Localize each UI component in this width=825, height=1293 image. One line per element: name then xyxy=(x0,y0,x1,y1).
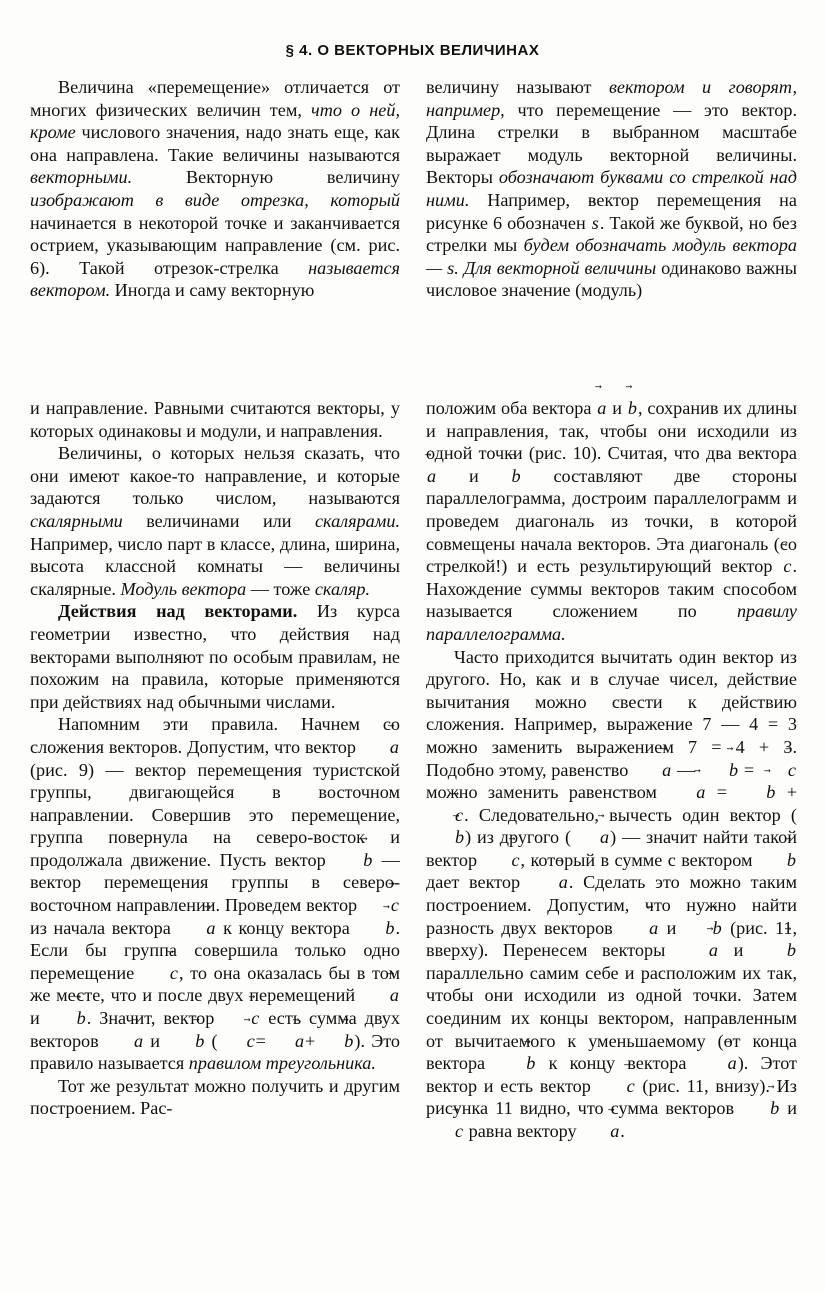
vector-symbol: ⃗ b xyxy=(758,939,797,962)
text-run: скалярными xyxy=(30,510,123,531)
vector-symbol: ⃗ b xyxy=(741,1097,780,1120)
text-run: — вектор перемещения группы в северо-восточном направлении. Проведем вектор xyxy=(30,849,400,916)
vector-symbol: ⃗ a xyxy=(105,1030,144,1053)
text-run: называется вектором. xyxy=(30,257,400,301)
text-run: и xyxy=(718,940,758,961)
text-run: величину называют xyxy=(426,77,609,97)
paragraph xyxy=(30,397,400,442)
text-run: ) из другого ( xyxy=(465,827,572,848)
text-run: и направление. Равными считаются векторы, у которых одинаковы и модули, и направления. xyxy=(30,398,400,441)
text-run: можно заменить равенством xyxy=(426,782,668,803)
text-run: правилу параллелограмма. xyxy=(426,601,797,644)
vector-symbol: ⃗ a xyxy=(633,759,672,782)
vector-symbol: ⃗ b xyxy=(48,1007,87,1030)
text-run: и xyxy=(780,1098,797,1119)
text-run: (рис. 9) — вектор перемещения туристской группы, двигающейся в восточном направлении. Совершив это перемещение, группа повернула на северо-восток и продолжала движение. Пусть вектор xyxy=(30,759,400,870)
text-run: есть сумма двух векторов xyxy=(30,1008,400,1051)
vector-symbol: ⃗ b xyxy=(356,917,395,940)
text-run: , то она оказалась бы в том же месте, что и после двух перемещений xyxy=(30,962,400,1006)
paragraph xyxy=(30,442,400,600)
text-run: к концу вектора xyxy=(536,1053,699,1074)
text-run: , который в сумме с вектором xyxy=(520,849,758,870)
text-run: Например, число парт в классе, длина, ширина, высота классной комнаты — величины скалярные. xyxy=(30,533,400,599)
paragraph xyxy=(426,646,797,1143)
vector-symbol: ⃗ c xyxy=(598,1075,636,1098)
text-run: = xyxy=(706,782,738,803)
text-run: — тоже xyxy=(246,578,315,599)
vector-symbol: ⃗ a xyxy=(680,939,719,962)
vector-symbol: ⃗ a xyxy=(361,736,400,759)
vector-symbol: ⃗ a xyxy=(177,917,216,940)
paragraph xyxy=(30,1075,400,1120)
text-run: одинаково важны числовое значение (модуль) xyxy=(426,257,797,301)
column-bottom-left xyxy=(30,397,400,1120)
vector-symbol: ⃗ c xyxy=(782,555,792,578)
text-run: числового значения, надо знать еще, как она направлена. Такие величины называются xyxy=(30,122,400,165)
paragraph xyxy=(30,713,400,1075)
vector-symbol: ⃗ c xyxy=(141,962,179,985)
vector-symbol: ⃗ a xyxy=(426,465,437,488)
text-run: равна вектору xyxy=(464,1121,582,1141)
text-run: Из курса геометрии известно, что действия над векторами выполняют по особым правилам, не похожим на правила, которые применяются при действиях над обычными числами. xyxy=(30,601,400,712)
paragraph xyxy=(426,397,797,646)
text-run: = xyxy=(255,1030,266,1051)
text-run: скалярами. xyxy=(314,510,400,531)
text-run: вектором и говорят, например, xyxy=(426,77,797,120)
text-run: составляют две стороны параллелограмма, достроим параллелограмм и проведем диагональ из точки, в которой совмещены начала векторов. Эта диагональ (со стрелкой!) и есть результирующий вектор xyxy=(426,465,798,577)
vector-symbol: ⃗ c xyxy=(218,1030,256,1053)
text-run: скаляр. xyxy=(314,578,371,599)
text-run: векторными. xyxy=(30,167,133,188)
vector-symbol: ⃗ c xyxy=(426,1120,464,1143)
text-run: Величина «перемещение» отличается от многих физических величин тем, xyxy=(30,77,400,120)
text-run: Часто приходится вычитать один вектор из другого. Но, как и в случае чисел, действие вычитания можно свести к действию сложения. Например, выражение 7 — 4 = 3 можно заменить выражением 7 = 4 + 3. Подобно этому, равенство xyxy=(426,646,797,780)
vector-symbol: ⃗ a xyxy=(361,984,400,1007)
vector-symbol: ⃗ c xyxy=(759,759,797,782)
column-top-right xyxy=(426,76,797,302)
text-run: Например, вектор перемещения на рисунке 6 обозначен xyxy=(426,189,797,233)
text-run: будем обозначать модуль вектора — s. Для векторной величины xyxy=(426,235,797,278)
text-run: Величины, о которых нельзя сказать, что они имеют какое-то направление, и которые задаются только числом, называются xyxy=(30,443,400,509)
vector-symbol: ⃗ b xyxy=(627,397,638,420)
text-run: и xyxy=(659,917,684,938)
text-run: . Сделать это можно таким построением. Допустим, что нужно найти разность двух векторов xyxy=(426,872,797,938)
text-run: положим оба вектора xyxy=(426,398,597,418)
text-run: , сохранив их длины и направления, так, чтобы они исходили из одной точки (рис. 10). Считая, что два вектора xyxy=(426,398,797,464)
text-run: параллельно самим себе и расположим их так, чтобы они исходили из одной точки. Затем соединим их концы вектором, направленным от вычитаемого к уменьшаемому (от конца вектора xyxy=(426,962,797,1074)
text-run: и xyxy=(30,1008,48,1029)
text-run: Напомним эти правила. Начнем со сложения векторов. Допустим, что вектор xyxy=(30,714,400,757)
vector-symbol: ⃗ a xyxy=(571,826,610,849)
vector-symbol: ⃗ b xyxy=(426,826,465,849)
text-run: . Такой же буквой, но без стрелки мы xyxy=(426,212,797,256)
vector-symbol: ⃗ c xyxy=(482,849,520,872)
vector-symbol: ⃗ a xyxy=(699,1052,738,1075)
paragraph xyxy=(30,600,400,713)
paragraph xyxy=(426,76,797,302)
text-run: величинами или xyxy=(122,510,315,531)
column-top-left xyxy=(30,76,400,302)
text-run: и xyxy=(144,1030,167,1051)
vector-symbol: ⃗ a xyxy=(667,781,706,804)
section-heading: § 4. О ВЕКТОРНЫХ ВЕЛИЧИНАХ xyxy=(285,42,540,59)
text-run: обозначают буквами со стрелкой над ними. xyxy=(426,167,798,210)
text-run: = xyxy=(739,759,759,780)
text-run: начинается в некоторой точке и заканчивается острием, указывающим направление (см. рис. 6). Такой отрезок-стрелка xyxy=(30,212,400,278)
text-run: + xyxy=(776,782,797,803)
vector-symbol: ⃗ b xyxy=(511,465,522,488)
text-run: . xyxy=(620,1121,625,1141)
text-run: правилом треугольника. xyxy=(188,1053,376,1074)
text-run: (рис. 11, внизу). Из рисунка 11 видно, что сумма векторов xyxy=(426,1075,797,1119)
vector-symbol: ⃗ c xyxy=(362,894,400,917)
text-run: . Следовательно, вычесть один вектор ( xyxy=(464,804,797,825)
text-run: к концу вектора xyxy=(216,917,357,938)
text-run: Действия над векторами. xyxy=(58,601,298,622)
vector-symbol: ⃗ b xyxy=(166,1030,205,1053)
text-run: ( xyxy=(205,1030,218,1051)
vector-symbol: ⃗ b xyxy=(497,1052,536,1075)
text-run: что перемещение — это вектор. Длина стрелки в выбранном масштабе выражает модуль векторной величины. Векторы xyxy=(426,99,797,188)
vector-symbol: ⃗ b xyxy=(758,849,797,872)
vector-symbol: ⃗ a xyxy=(596,397,607,420)
text-run: Векторную величину xyxy=(132,167,400,188)
vector-symbol: ⃗ a xyxy=(620,917,659,940)
vector-symbol: ⃗ c xyxy=(222,1007,260,1030)
text-run: Иногда и саму векторную xyxy=(110,280,315,301)
vector-symbol: ⃗ b xyxy=(315,1030,354,1053)
text-run: изображают в виде отрезка, который xyxy=(30,189,400,210)
text-run: . Если бы группа совершила только одно перемещение xyxy=(30,917,400,983)
text-run: Тот же результат можно получить и другим построением. Рас- xyxy=(30,1075,400,1119)
text-run: что о ней, кроме xyxy=(30,99,400,143)
text-run: ). Этот вектор и есть вектор xyxy=(426,1053,797,1096)
text-run: и xyxy=(437,465,511,486)
vector-symbol: ⃗ a xyxy=(530,871,569,894)
vector-symbol: ⃗ a xyxy=(581,1120,620,1143)
text-run: ). Это правило называется xyxy=(30,1030,401,1074)
text-run: ) — значит найти такой вектор xyxy=(426,827,797,870)
text-run: + xyxy=(305,1030,316,1051)
vector-symbol: ⃗ b xyxy=(684,917,723,940)
text-run: из начала вектора xyxy=(30,917,178,938)
vector-symbol: ⃗ s xyxy=(591,212,600,235)
column-bottom-right xyxy=(426,397,797,1143)
text-run: и xyxy=(607,398,627,418)
text-run: — xyxy=(672,759,700,780)
vector-symbol: ⃗ b xyxy=(737,781,776,804)
vector-symbol: ⃗ b xyxy=(700,759,739,782)
vector-symbol: ⃗ c xyxy=(426,804,464,827)
vector-symbol: ⃗ b xyxy=(334,849,373,872)
text-run: (рис. 11, вверху). Перенесем векторы xyxy=(426,917,798,961)
text-run: дает вектор xyxy=(426,872,530,893)
text-run: Модуль вектора xyxy=(120,578,247,599)
text-run: . Значит, вектор xyxy=(86,1008,223,1029)
text-run: . Нахождение суммы векторов таким способом называется сложением по xyxy=(426,556,797,622)
paragraph xyxy=(30,76,400,302)
vector-symbol: ⃗ a xyxy=(266,1030,305,1053)
